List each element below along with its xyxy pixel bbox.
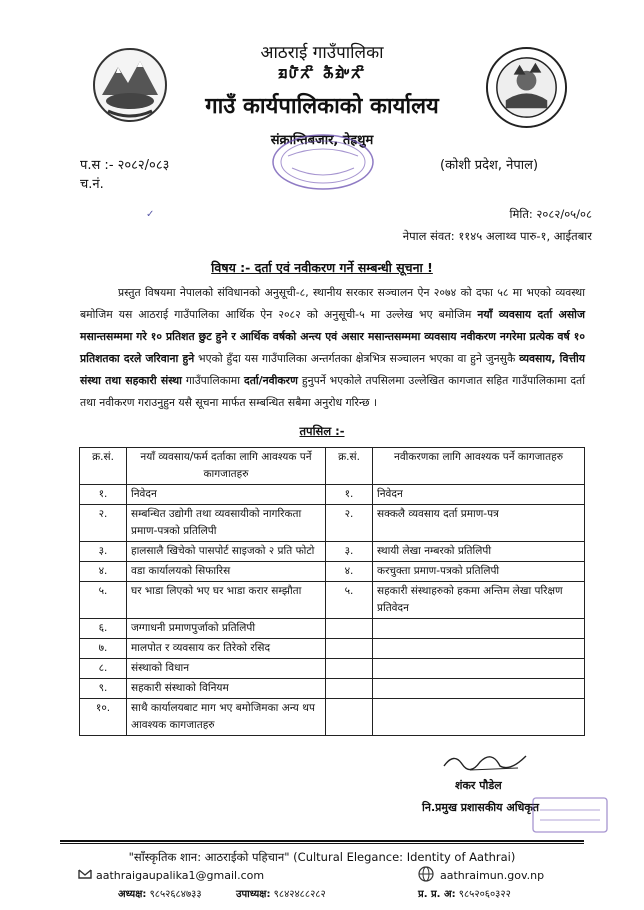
table-row bbox=[80, 699, 585, 736]
table-cell: करचुक्ता प्रमाण-पत्रको प्रतिलिपी bbox=[373, 562, 585, 582]
footer-divider bbox=[60, 840, 584, 842]
signatory-title: नि.प्रमुख प्रशासकीय अधिकृत bbox=[422, 801, 540, 814]
office-location: संक्रान्तिबजार, तेह्रथुम bbox=[270, 133, 374, 148]
ink-mark: ✓ bbox=[146, 209, 155, 220]
signatory-stamp bbox=[530, 795, 610, 835]
body-text-2: भएको हुँदा यस गाउँपालिका अन्तर्गतका क्षेत्रभित्र सञ्चालन भएका वा हुने जुनसुकै bbox=[194, 352, 520, 365]
table-cell bbox=[373, 639, 585, 659]
chair-phone: ९८५२६८४७३३ bbox=[149, 889, 202, 900]
table-header-cell: नवीकरणका लागि आवश्यक पर्ने कागजातहरु bbox=[373, 448, 585, 485]
body-text-3: गाउँपालिकामा bbox=[181, 374, 244, 387]
table-row bbox=[80, 679, 585, 699]
table-cell: ८. bbox=[80, 659, 127, 679]
date-miti: मिति: २०८२/०५/०८ bbox=[509, 207, 592, 221]
table-cell bbox=[326, 619, 373, 639]
table-cell: सक्कलै व्यवसाय दर्ता प्रमाण-पत्र bbox=[373, 505, 585, 542]
table-row bbox=[80, 542, 585, 562]
table-cell: ५. bbox=[80, 582, 127, 619]
table-cell bbox=[326, 659, 373, 679]
footer-chair-phone bbox=[118, 886, 202, 900]
table-cell: १. bbox=[80, 485, 127, 505]
body-text-1: प्रस्तुत विषयमा नेपालको संविधानको अनुसूची-८, स्थानीय सरकार सञ्चालन ऐन २०७४ को दफा ५८ मा भएको व्यवस्था बमोजिम यस आठराई गाउँपालिका आर्थिक ऐन २०८२ को अनुसूची-५ मा उल्लेख भए बमोजिम bbox=[80, 286, 585, 321]
table-cell bbox=[373, 679, 585, 699]
table-cell: ५. bbox=[326, 582, 373, 619]
table-cell: १. bbox=[326, 485, 373, 505]
footer-divider-thin bbox=[60, 843, 584, 844]
table-cell bbox=[326, 699, 373, 736]
table-cell: ३. bbox=[80, 542, 127, 562]
table-cell bbox=[373, 619, 585, 639]
signatory-name: शंकर पौडेल bbox=[455, 779, 502, 792]
table-row bbox=[80, 582, 585, 619]
table-row bbox=[80, 505, 585, 542]
table-cell: हालसालै खिचेको पासपोर्ट साइजको २ प्रति फोटो bbox=[127, 542, 326, 562]
table-cell: स्थायी लेखा नम्बरको प्रतिलिपी bbox=[373, 542, 585, 562]
table-row bbox=[80, 639, 585, 659]
table-cell: १०. bbox=[80, 699, 127, 736]
notice-subject: विषय :- दर्ता एवं नवीकरण गर्ने सम्बन्धी सूचना ! bbox=[211, 260, 433, 275]
table-cell: ४. bbox=[326, 562, 373, 582]
email-icon bbox=[78, 869, 92, 879]
tapasil-heading: तपसिल :- bbox=[299, 424, 345, 438]
table-row bbox=[80, 659, 585, 679]
signature-scribble bbox=[440, 748, 530, 774]
table-cell bbox=[373, 659, 585, 679]
table-cell: सम्बन्धित उद्योगी तथा व्यवसायीको नागरिकता प्रमाण-पत्रको प्रतिलिपी bbox=[127, 505, 326, 542]
vice-label: उपाध्यक्ष: bbox=[236, 889, 271, 900]
body-bold-1: नयाँ व्यवसाय दर्ता असोज मसान्तसम्ममा गरे १० प्रतिशत छुट हुने र आर्थिक वर्षको अन्त्य एवं असार मसान्तसम्ममा व्यवसाय नवीकरण नगरेमा प्रत्येक वर्ष १० प्रतिशतका दरले जरिवाना हुने bbox=[80, 308, 585, 365]
table-cell bbox=[326, 639, 373, 659]
website-globe-icon bbox=[418, 866, 434, 882]
footer-website[interactable]: aathraimun.gov.np bbox=[440, 869, 545, 882]
table-cell: सहकारी संस्थाको विनियम bbox=[127, 679, 326, 699]
table-cell: वडा कार्यालयको सिफारिस bbox=[127, 562, 326, 582]
vice-phone: ९८४२४८८२८२ bbox=[273, 889, 326, 900]
table-cell: २. bbox=[326, 505, 373, 542]
table-cell: सहकारी संस्थाहरुको हकमा अन्तिम लेखा परिक्षण प्रतिवेदन bbox=[373, 582, 585, 619]
table-header-row bbox=[80, 448, 585, 485]
documents-table bbox=[79, 447, 585, 736]
table-cell: ७. bbox=[80, 639, 127, 659]
office-title: गाउँ कार्यपालिकाको कार्यालय bbox=[205, 94, 439, 119]
table-cell: ३. bbox=[326, 542, 373, 562]
province-label: (कोशी प्रदेश, नेपाल) bbox=[440, 158, 539, 173]
table-cell: निवेदन bbox=[373, 485, 585, 505]
table-cell bbox=[326, 679, 373, 699]
footer-slogan: "साँस्कृतिक शान: आठराईको पहिचान" (Cultural Elegance: Identity of Aathrai) bbox=[128, 850, 516, 864]
table-cell: निवेदन bbox=[127, 485, 326, 505]
body-bold-3: दर्ता/नवीकरण bbox=[243, 374, 298, 387]
footer-email[interactable]: aathraigaupalika1@gmail.com bbox=[96, 869, 265, 882]
table-cell bbox=[373, 699, 585, 736]
municipality-name: आठराई गाउँपालिका bbox=[260, 43, 384, 63]
table-cell: साथै कार्यालयबाट माग भए बमोजिमका अन्य थप आवश्यक कागजातहरु bbox=[127, 699, 326, 736]
reference-cn: च.नं. bbox=[80, 177, 104, 192]
cao-label: प्र. प्र. अ: bbox=[418, 889, 456, 900]
table-cell: मालपोत र व्यवसाय कर तिरेको रसिद bbox=[127, 639, 326, 659]
footer-vice-phone bbox=[236, 886, 326, 900]
chair-label: अध्यक्ष: bbox=[118, 889, 147, 900]
table-cell: संस्थाको विधान bbox=[127, 659, 326, 679]
table-cell: ९. bbox=[80, 679, 127, 699]
municipality-name-limbu: ᤀᤙᤠᤖᤡ ᤌᤠᤀᤧᤸᤖᤡ bbox=[278, 62, 366, 83]
table-cell: ४. bbox=[80, 562, 127, 582]
office-stamp bbox=[268, 132, 378, 192]
reference-ps: प.स :- २०८२/०८३ bbox=[80, 158, 170, 173]
notice-body bbox=[80, 282, 585, 414]
table-row bbox=[80, 619, 585, 639]
body-bold-2: व्यवसाय, वित्तीय संस्था तथा सहकारी संस्था bbox=[80, 352, 585, 387]
body-text-4: हुनुपर्ने भएकोले तपसिलमा उल्लेखित कागजात सहित गाउँपालिकामा दर्ता तथा नवीकरण गराउनुहुन यसै सूचना मार्फत सम्बन्धित सबैमा अनुरोध गरिन्छ । bbox=[80, 374, 585, 409]
table-cell: २. bbox=[80, 505, 127, 542]
table-cell: ६. bbox=[80, 619, 127, 639]
table-header-cell: क्र.सं. bbox=[326, 448, 373, 485]
cao-phone: ९८५२०६०३२२ bbox=[458, 889, 511, 900]
date-nepal-sambat: नेपाल संवत: ११४५ अलाथ्व पारु-१, आईतबार bbox=[402, 229, 592, 243]
footer-cao-phone bbox=[418, 886, 511, 900]
table-row bbox=[80, 485, 585, 505]
table-cell: घर भाडा लिएको भए घर भाडा करार सम्झौता bbox=[127, 582, 326, 619]
table-row bbox=[80, 562, 585, 582]
table-header-cell: नयाँ व्यवसाय/फर्म दर्ताका लागि आवश्यक पर्ने कागजातहरु bbox=[127, 448, 326, 485]
table-cell: जग्गाधनी प्रमाणपुर्जाको प्रतिलिपी bbox=[127, 619, 326, 639]
table-header-cell: क्र.सं. bbox=[80, 448, 127, 485]
